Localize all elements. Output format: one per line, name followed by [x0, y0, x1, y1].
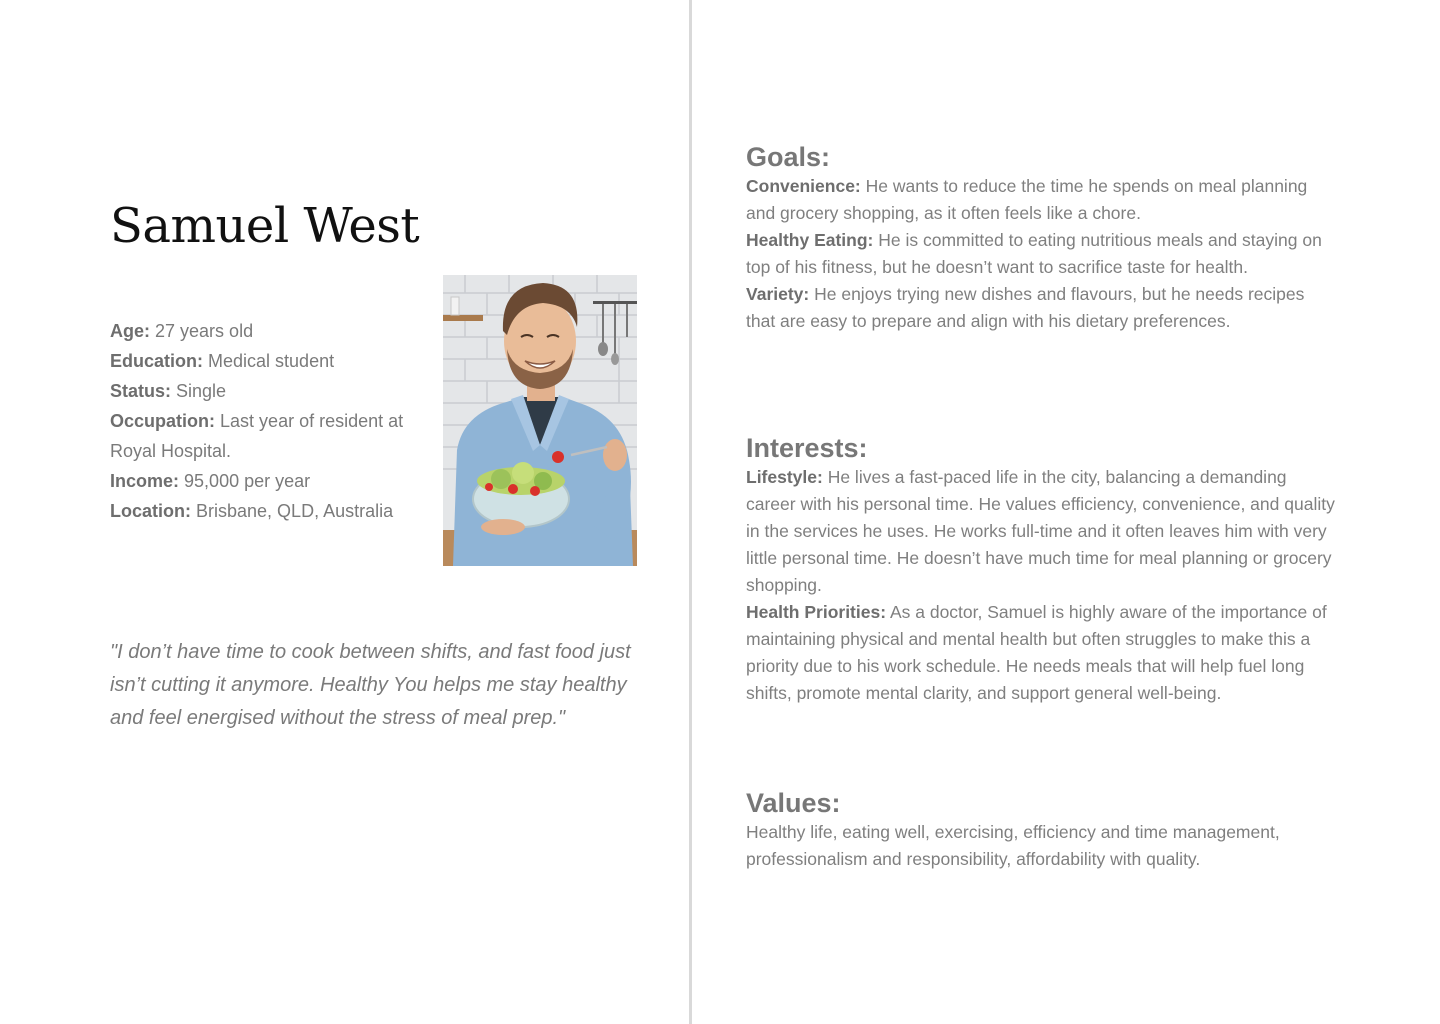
goals-section	[746, 141, 1336, 335]
interest-text: As a doctor, Samuel is highly aware of the importance of maintaining physical and mental health but often struggles to make this a priority due to his work schedule. He needs meals that will help fuel long shifts, promote mental clarity, and support general well-being.	[746, 602, 1327, 703]
interest-item	[746, 599, 1336, 707]
goal-item	[746, 173, 1336, 227]
detail-occupation	[110, 406, 410, 466]
page-divider	[689, 0, 692, 1024]
interests-heading: Interests:	[746, 433, 868, 463]
detail-education	[110, 346, 410, 376]
goal-item	[746, 227, 1336, 281]
detail-label: Age:	[110, 321, 150, 341]
values-heading: Values:	[746, 788, 841, 818]
persona-photo-illustration	[443, 275, 637, 566]
detail-label: Education:	[110, 351, 203, 371]
interest-item	[746, 464, 1336, 599]
detail-location	[110, 496, 410, 526]
persona-photo	[443, 275, 637, 566]
interest-text: He lives a fast-paced life in the city, balancing a demanding career with his personal time. He values efficiency, convenience, and quality in the services he uses. He works full-time and it often leaves him with very little personal time. He doesn’t have much time for meal planning or grocery shopping.	[746, 467, 1335, 595]
goal-item	[746, 281, 1336, 335]
goals-heading: Goals:	[746, 142, 831, 172]
detail-value: Medical student	[208, 351, 335, 371]
goal-label: Variety:	[746, 284, 810, 304]
detail-value: Brisbane, QLD, Australia	[196, 501, 394, 521]
interest-label: Lifestyle:	[746, 467, 823, 487]
detail-label: Location:	[110, 501, 191, 521]
detail-value: 95,000 per year	[184, 471, 311, 491]
detail-income	[110, 466, 410, 496]
detail-label: Occupation:	[110, 411, 216, 431]
detail-value: Last year of resident at Royal Hospital.	[110, 411, 404, 461]
goal-text: He wants to reduce the time he spends on meal planning and grocery shopping, as it often feels like a chore.	[746, 176, 1308, 223]
persona-quote: "I don’t have time to cook between shifts, and fast food just isn’t cutting it anymore. Healthy You helps me stay healthy and feel energised without the stress of meal prep."	[110, 641, 631, 729]
detail-label: Status:	[110, 381, 172, 401]
detail-value: 27 years old	[155, 321, 254, 341]
detail-label: Income:	[110, 471, 180, 491]
persona-details	[110, 316, 410, 526]
interests-section	[746, 432, 1336, 707]
values-text: Healthy life, eating well, exercising, efficiency and time management, professionalism and responsibility, affordability with quality.	[746, 822, 1280, 869]
detail-status	[110, 376, 410, 406]
detail-value: Single	[176, 381, 227, 401]
interest-label: Health Priorities:	[746, 602, 887, 622]
goal-text: He is committed to eating nutritious meals and staying on top of his fitness, but he doesn’t want to sacrifice taste for health.	[746, 230, 1322, 277]
persona-name: Samuel West	[110, 198, 420, 254]
goal-label: Convenience:	[746, 176, 861, 196]
goal-text: He enjoys trying new dishes and flavours, but he needs recipes that are easy to prepare and align with his dietary preferences.	[746, 284, 1305, 331]
goal-label: Healthy Eating:	[746, 230, 874, 250]
values-section	[746, 787, 1336, 873]
detail-age	[110, 316, 410, 346]
